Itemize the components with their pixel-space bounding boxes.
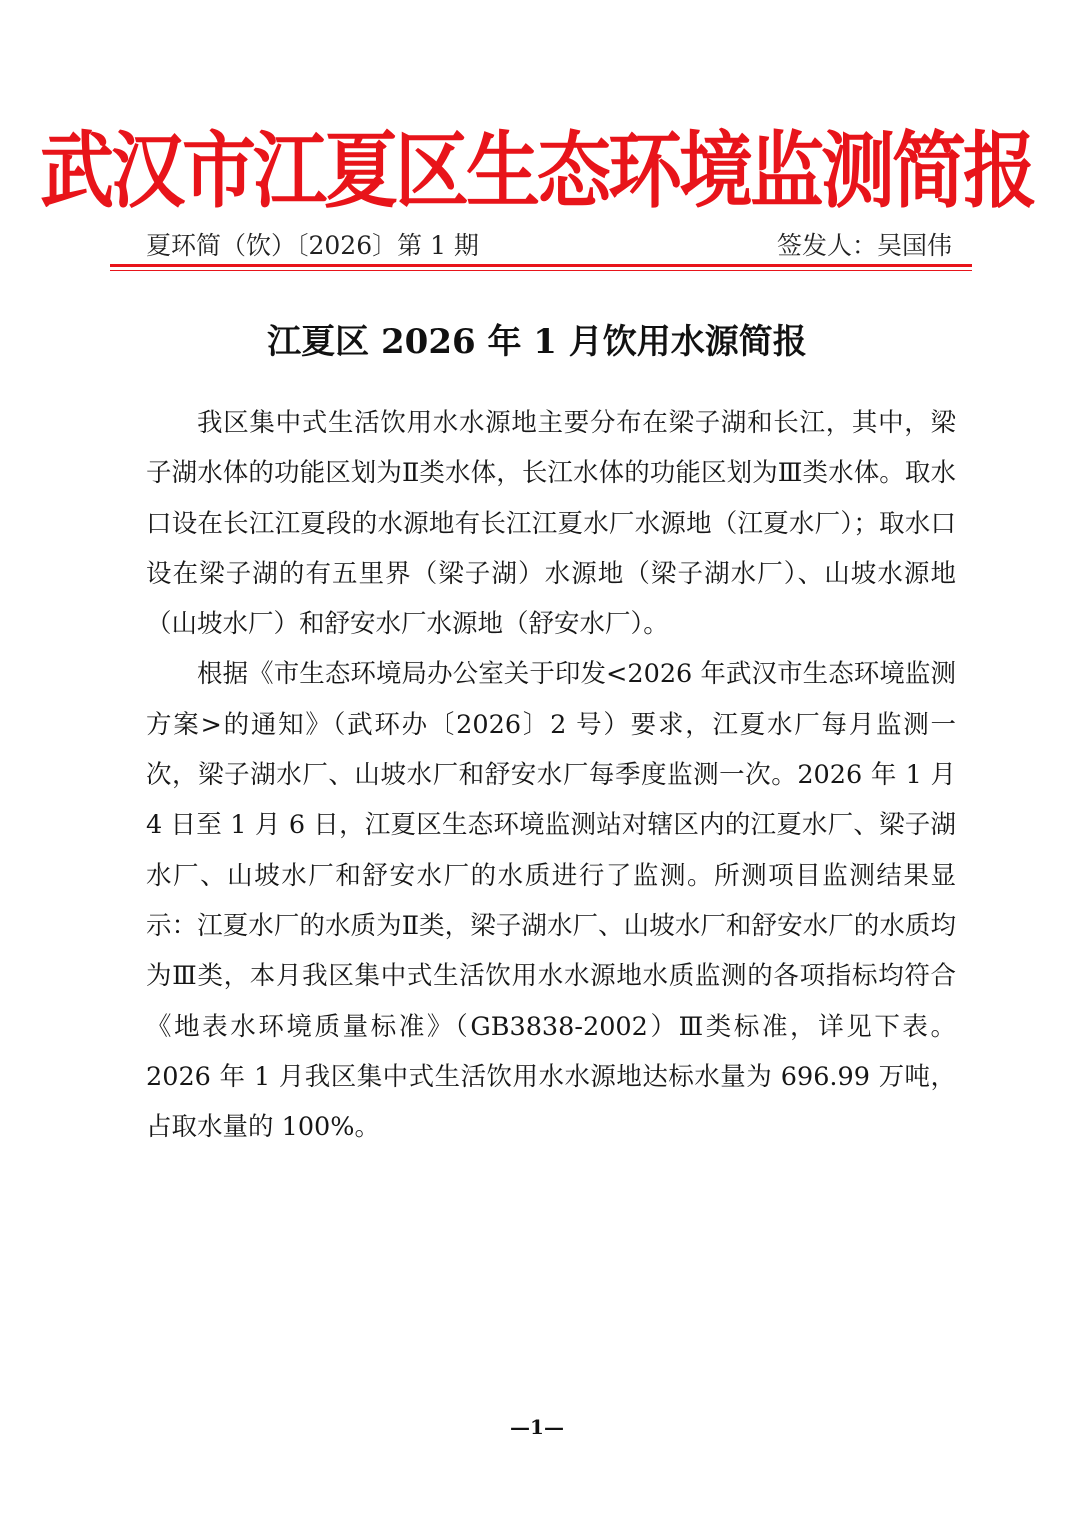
document-body: [146, 398, 956, 1152]
issue-line: [146, 228, 952, 264]
issuer: 签发人：吴国伟: [776, 231, 952, 260]
red-rule-thin: [110, 270, 972, 271]
paragraph-1: 我区集中式生活饮用水水源地主要分布在梁子湖和长江，其中，梁子湖水体的功能区划为Ⅱ类水体，长江水体的功能区划为Ⅲ类水体。取水口设在长江江夏段的水源地有长江江夏水厂水源地（江夏水厂）；取水口设在梁子湖的有五里界（梁子湖）水源地（梁子湖水厂）、山坡水源地（山坡水厂）和舒安水厂水源地（舒安水厂）。: [146, 408, 956, 640]
masthead-title: 武汉市江夏区生态环境监测简报: [40, 123, 1034, 220]
page-number: —1—: [510, 1415, 564, 1439]
document-title: 江夏区 2026 年 1 月饮用水源简报: [267, 322, 807, 362]
paragraph-2: 根据《市生态环境局办公室关于印发<2026 年武汉市生态环境监测方案>的通知》（武环办〔2026〕2 号）要求，江夏水厂每月监测一次，梁子湖水厂、山坡水厂和舒安水厂每季度监测一次。2026 年 1 月 4 日至 1 月 6 日，江夏区生态环境监测站对辖区内的江夏水厂、梁子湖水厂、山坡水厂和舒安水厂的水质进行了监测。所测项目监测结果显示：江夏水厂的水质为Ⅱ类，梁子湖水厂、山坡水厂和舒安水厂的水质均为Ⅲ类，本月我区集中式生活饮用水水源地水质监测的各项指标均符合《地表水环境质量标准》（GB3838-2002）Ⅲ类标准，详见下表。2026 年 1 月我区集中式生活饮用水水源地达标水量为 696.99 万吨，占取水量的 100%。: [146, 659, 956, 1143]
issue-number: 夏环简（饮）〔2026〕第 1 期: [146, 231, 479, 260]
red-rule-thick: [110, 264, 972, 267]
